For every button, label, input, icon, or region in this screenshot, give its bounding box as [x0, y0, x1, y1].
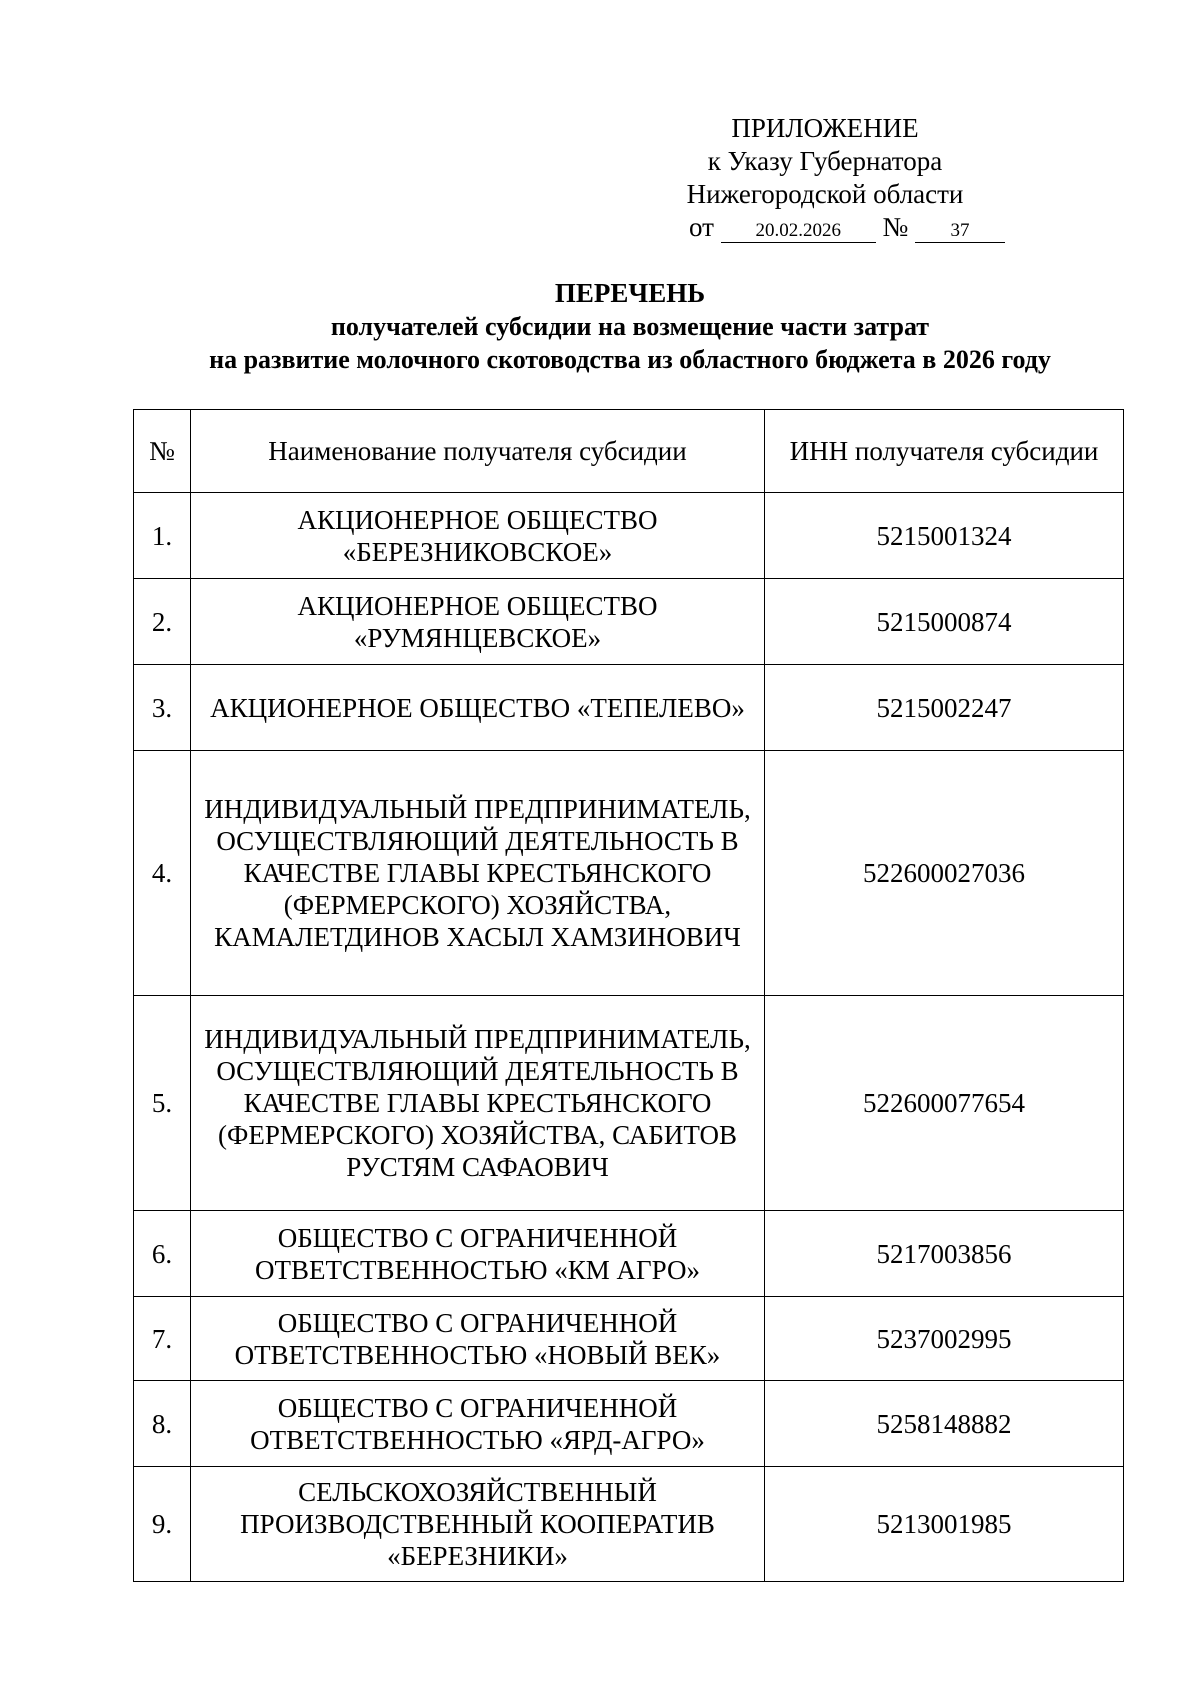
decree-number: 37	[915, 220, 1005, 243]
row-number: 2.	[134, 579, 191, 665]
appendix-date-line	[622, 211, 1072, 244]
recipient-name: АКЦИОНЕРНОЕ ОБЩЕСТВО «БЕРЕЗНИКОВСКОЕ»	[191, 493, 765, 579]
table-row	[134, 1381, 1124, 1467]
table-header-row	[134, 410, 1124, 493]
row-number: 9.	[134, 1467, 191, 1582]
header-number: №	[134, 410, 191, 493]
appendix-header	[600, 112, 1050, 244]
row-number: 8.	[134, 1381, 191, 1467]
recipient-inn: 5217003856	[765, 1211, 1124, 1297]
row-number: 5.	[134, 996, 191, 1211]
recipient-name: ОБЩЕСТВО С ОГРАНИЧЕННОЙ ОТВЕТСТВЕННОСТЬЮ «НОВЫЙ ВЕК»	[191, 1297, 765, 1381]
title-main: ПЕРЕЧЕНЬ	[554, 278, 706, 308]
recipient-name: ОБЩЕСТВО С ОГРАНИЧЕННОЙ ОТВЕТСТВЕННОСТЬЮ «КМ АГРО»	[191, 1211, 765, 1297]
title-line-3: на развитие молочного скотоводства из областного бюджета в 2026 году	[209, 345, 1051, 374]
appendix-decree: к Указу Губернатора	[707, 146, 943, 176]
table-row	[134, 751, 1124, 996]
recipient-name: ИНДИВИДУАЛЬНЫЙ ПРЕДПРИНИМАТЕЛЬ, ОСУЩЕСТВЛЯЮЩИЙ ДЕЯТЕЛЬНОСТЬ В КАЧЕСТВЕ ГЛАВЫ КРЕСТЬЯНСКОГО (ФЕРМЕРСКОГО) ХОЗЯЙСТВА, КАМАЛЕТДИНОВ ХАСЫЛ ХАМЗИНОВИЧ	[191, 751, 765, 996]
recipient-inn: 522600077654	[765, 996, 1124, 1211]
row-number: 3.	[134, 665, 191, 751]
recipient-inn: 5237002995	[765, 1297, 1124, 1381]
header-name: Наименование получателя субсидии	[191, 410, 765, 493]
row-number: 6.	[134, 1211, 191, 1297]
appendix-region: Нижегородской области	[686, 179, 964, 209]
recipient-inn: 5215001324	[765, 493, 1124, 579]
header-inn: ИНН получателя субсидии	[765, 410, 1124, 493]
row-number: 7.	[134, 1297, 191, 1381]
appendix-title: ПРИЛОЖЕНИЕ	[731, 113, 919, 143]
row-number: 4.	[134, 751, 191, 996]
from-label: от	[689, 212, 714, 242]
row-number: 1.	[134, 493, 191, 579]
number-label: №	[882, 212, 909, 242]
recipient-inn: 5215000874	[765, 579, 1124, 665]
recipient-name: СЕЛЬСКОХОЗЯЙСТВЕННЫЙ ПРОИЗВОДСТВЕННЫЙ КООПЕРАТИВ «БЕРЕЗНИКИ»	[191, 1467, 765, 1582]
table-row	[134, 493, 1124, 579]
recipient-inn: 5215002247	[765, 665, 1124, 751]
recipient-name: АКЦИОНЕРНОЕ ОБЩЕСТВО «РУМЯНЦЕВСКОЕ»	[191, 579, 765, 665]
table-row	[134, 996, 1124, 1211]
recipient-name: АКЦИОНЕРНОЕ ОБЩЕСТВО «ТЕПЕЛЕВО»	[191, 665, 765, 751]
recipients-table	[133, 409, 1124, 1582]
decree-date: 20.02.2026	[721, 220, 876, 243]
table-row	[134, 665, 1124, 751]
title-line-2: получателей субсидии на возмещение части затрат	[330, 312, 930, 341]
recipient-name: ОБЩЕСТВО С ОГРАНИЧЕННОЙ ОТВЕТСТВЕННОСТЬЮ «ЯРД-АГРО»	[191, 1381, 765, 1467]
recipient-name: ИНДИВИДУАЛЬНЫЙ ПРЕДПРИНИМАТЕЛЬ, ОСУЩЕСТВЛЯЮЩИЙ ДЕЯТЕЛЬНОСТЬ В КАЧЕСТВЕ ГЛАВЫ КРЕСТЬЯНСКОГО (ФЕРМЕРСКОГО) ХОЗЯЙСТВА, САБИТОВ РУСТЯМ САФАОВИЧ	[191, 996, 765, 1211]
table-row	[134, 1297, 1124, 1381]
document-title	[100, 276, 1160, 376]
table-row	[134, 1211, 1124, 1297]
recipient-inn: 5213001985	[765, 1467, 1124, 1582]
recipient-inn: 522600027036	[765, 751, 1124, 996]
recipient-inn: 5258148882	[765, 1381, 1124, 1467]
table-row	[134, 1467, 1124, 1582]
table-row	[134, 579, 1124, 665]
